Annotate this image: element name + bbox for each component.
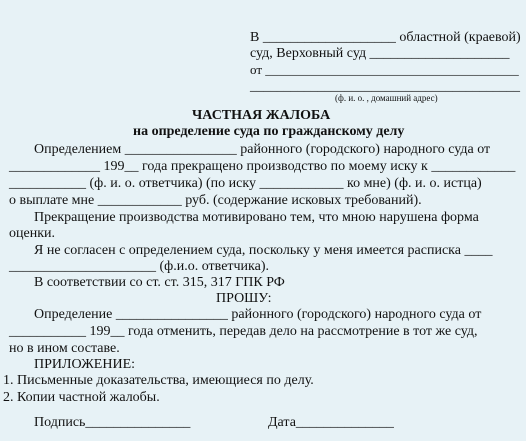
request-heading: ПРОШУ: <box>216 291 272 306</box>
paragraph-1-line-3: ___________ (ф. и. о. ответчика) (по иску ____________ ко мне) (ф. и. о. истца) <box>9 176 482 191</box>
paragraph-1-line-2: _____________ 199__ года прекращено производство по моему иску к ____________ <box>9 159 516 174</box>
paragraph-5-line-1: Определение ________________ районного (городского) народного суда от <box>34 307 482 322</box>
paragraph-1-line-1: Определением ________________ районного (городского) народного суда от <box>34 142 491 157</box>
addressee-line-1: В ___________________ областной (краевой) <box>250 30 521 45</box>
paragraph-2-line-1: Прекращение производства мотивировано тем, что мною нарушена форма <box>34 210 479 225</box>
appendix-item-1: 1. Письменные доказательства, имеющиеся по делу. <box>3 373 314 388</box>
paragraph-4: В соответствии со ст. ст. 315, 317 ГПК РФ <box>34 275 285 290</box>
paragraph-3-line-1: Я не согласен с определением суда, поскольку у меня имеется расписка ____ <box>34 243 493 258</box>
addressee-line-3: от _______________________________________ <box>250 62 519 77</box>
paragraph-5-line-3: но в ином составе. <box>9 341 120 356</box>
addressee-line-4: ________________________________________ <box>250 78 520 93</box>
title-sub: на определение суда по гражданскому делу <box>133 124 405 139</box>
title-main: ЧАСТНАЯ ЖАЛОБА <box>192 108 331 123</box>
paragraph-1-line-4: о выплате мне ____________ руб. (содержание исковых требований). <box>9 193 422 208</box>
addressee-caption: (ф. и. о. , домашний адрес) <box>335 93 438 103</box>
signature-field: Подпись_______________ <box>34 415 191 430</box>
date-field: Дата______________ <box>268 415 394 430</box>
paragraph-2-line-2: оценки. <box>9 226 55 241</box>
paragraph-3-line-2: _____________________ (ф.и.о. ответчика). <box>9 259 270 274</box>
paragraph-5-line-2: ___________ 199__ года отменить, передав дело на рассмотрение в тот же суд, <box>9 324 478 339</box>
addressee-line-2: суд, Верховный суд ____________________ <box>250 46 510 61</box>
appendix-item-2: 2. Копии частной жалобы. <box>3 390 160 405</box>
appendix-heading: ПРИЛОЖЕНИЕ: <box>34 357 136 372</box>
